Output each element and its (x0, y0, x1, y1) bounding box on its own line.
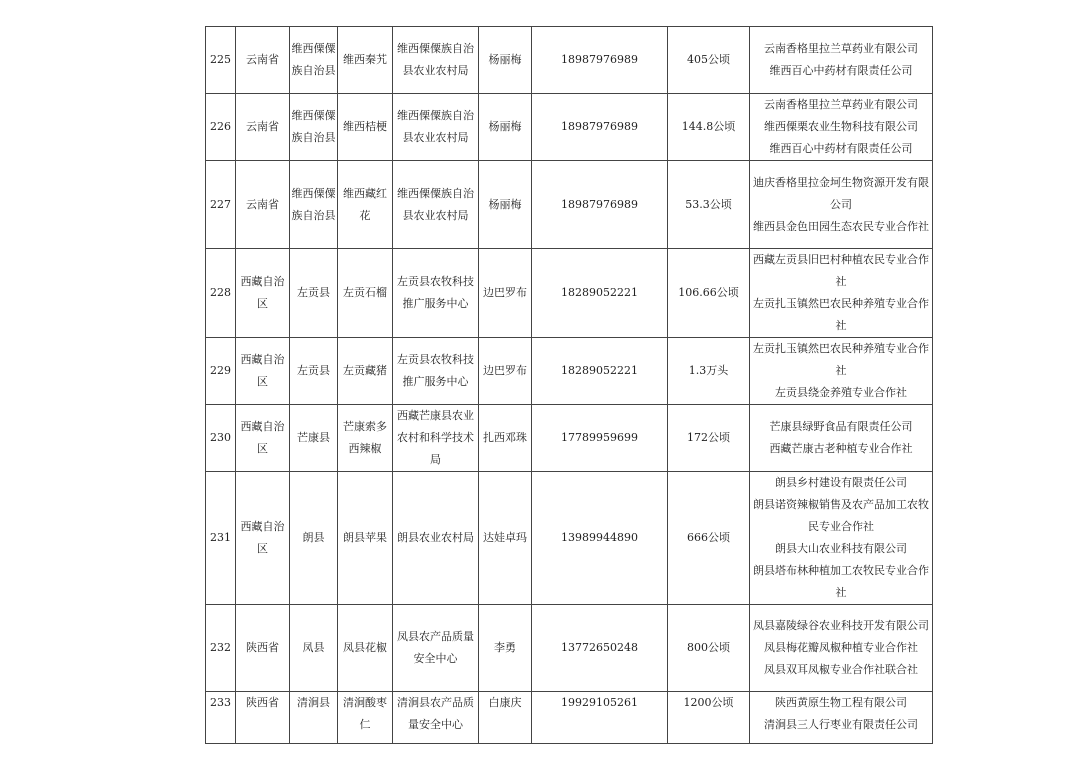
cell-scale: 106.66公顷 (668, 249, 750, 338)
company-name: 朗县大山农业科技有限公司 (775, 542, 907, 555)
cell-department: 维西傈僳族自治县农业农村局 (393, 161, 479, 249)
cell-department: 左贡县农牧科技推广服务中心 (393, 338, 479, 405)
cell-phone: 13772650248 (532, 605, 668, 692)
company-name: 朗县诺资辣椒销售及农产品加工农牧民专业合作社 (753, 498, 929, 533)
cell-county: 维西傈僳族自治县 (290, 161, 338, 249)
table-row (206, 405, 933, 472)
company-name: 凤县双耳凤椒专业合作社联合社 (764, 663, 918, 676)
company-name: 朗县塔布林种植加工农牧民专业合作社 (753, 564, 929, 599)
cell-id: 232 (206, 605, 236, 692)
cell-scale: 666公顷 (668, 472, 750, 605)
cell-contact: 杨丽梅 (479, 27, 532, 94)
company-name: 云南香格里拉兰草药业有限公司 (764, 98, 918, 111)
cell-contact: 扎西邓珠 (479, 405, 532, 472)
cell-product: 维西桔梗 (338, 94, 393, 161)
company-name: 陕西黄原生物工程有限公司 (775, 696, 907, 709)
records-table (205, 26, 933, 744)
company-name: 西藏芒康古老种植专业合作社 (769, 442, 913, 455)
cell-product: 朗县苹果 (338, 472, 393, 605)
cell-product: 左贡藏猪 (338, 338, 393, 405)
cell-companies (750, 249, 933, 338)
cell-companies (750, 27, 933, 94)
table-row (206, 472, 933, 605)
company-name: 芒康县绿野食品有限责任公司 (769, 420, 913, 433)
company-name: 迪庆香格里拉金坷生物资源开发有限公司 (753, 175, 929, 211)
cell-county: 维西傈僳族自治县 (290, 27, 338, 94)
cell-province: 陕西省 (236, 605, 290, 692)
cell-phone: 13989944890 (532, 472, 668, 605)
cell-phone: 19929105261 (532, 692, 668, 744)
cell-id: 225 (206, 27, 236, 94)
cell-county: 维西傈僳族自治县 (290, 94, 338, 161)
cell-companies (750, 472, 933, 605)
cell-product: 芒康索多西辣椒 (338, 405, 393, 472)
cell-contact: 杨丽梅 (479, 94, 532, 161)
company-name: 维西百心中药材有限责任公司 (769, 64, 913, 77)
cell-companies (750, 161, 933, 249)
cell-province: 陕西省 (236, 692, 290, 744)
cell-department: 维西傈僳族自治县农业农村局 (393, 94, 479, 161)
cell-id: 229 (206, 338, 236, 405)
table-row (206, 249, 933, 338)
table-row (206, 605, 933, 692)
cell-province: 西藏自治区 (236, 249, 290, 338)
cell-province: 云南省 (236, 94, 290, 161)
company-name: 西藏左贡县旧巴村种植农民专业合作社 (753, 253, 929, 288)
cell-phone: 18987976989 (532, 94, 668, 161)
cell-scale: 1.3万头 (668, 338, 750, 405)
company-name: 凤县嘉陵绿谷农业科技开发有限公司 (753, 619, 929, 632)
table-row (206, 692, 933, 744)
cell-product: 左贡石榴 (338, 249, 393, 338)
cell-contact: 杨丽梅 (479, 161, 532, 249)
cell-county: 清涧县 (290, 692, 338, 744)
cell-id: 231 (206, 472, 236, 605)
cell-contact: 达娃卓玛 (479, 472, 532, 605)
company-name: 左贡扎玉镇然巴农民种养殖专业合作社 (753, 297, 929, 332)
cell-scale: 172公顷 (668, 405, 750, 472)
cell-id: 230 (206, 405, 236, 472)
cell-scale: 1200公顷 (668, 692, 750, 744)
cell-product: 维西藏红花 (338, 161, 393, 249)
cell-scale: 800公顷 (668, 605, 750, 692)
company-name: 凤县梅花瓣凤椒种植专业合作社 (764, 641, 918, 654)
cell-county: 芒康县 (290, 405, 338, 472)
cell-department: 维西傈僳族自治县农业农村局 (393, 27, 479, 94)
company-name: 左贡县绕金养殖专业合作社 (775, 386, 907, 399)
cell-id: 227 (206, 161, 236, 249)
cell-companies (750, 94, 933, 161)
company-name: 维西县金色田园生态农民专业合作社 (753, 219, 929, 233)
cell-department: 左贡县农牧科技推广服务中心 (393, 249, 479, 338)
cell-scale: 53.3公顷 (668, 161, 750, 249)
cell-contact: 边巴罗布 (479, 249, 532, 338)
cell-companies (750, 405, 933, 472)
cell-phone: 18987976989 (532, 161, 668, 249)
cell-province: 西藏自治区 (236, 472, 290, 605)
cell-phone: 18987976989 (532, 27, 668, 94)
cell-county: 左贡县 (290, 338, 338, 405)
cell-companies (750, 692, 933, 744)
cell-product: 清涧酸枣仁 (338, 692, 393, 744)
cell-department: 凤县农产品质量安全中心 (393, 605, 479, 692)
cell-id: 228 (206, 249, 236, 338)
cell-companies (750, 605, 933, 692)
cell-province: 西藏自治区 (236, 338, 290, 405)
cell-id: 226 (206, 94, 236, 161)
cell-phone: 17789959699 (532, 405, 668, 472)
cell-department: 朗县农业农村局 (393, 472, 479, 605)
company-name: 朗县乡村建设有限责任公司 (775, 476, 907, 489)
cell-department: 清涧县农产品质量安全中心 (393, 692, 479, 744)
company-name: 维西傈栗农业生物科技有限公司 (764, 120, 918, 133)
company-name: 清涧县三人行枣业有限责任公司 (764, 718, 918, 731)
table-row (206, 94, 933, 161)
cell-scale: 405公顷 (668, 27, 750, 94)
table-row (206, 161, 933, 249)
cell-phone: 18289052221 (532, 249, 668, 338)
cell-province: 西藏自治区 (236, 405, 290, 472)
cell-companies (750, 338, 933, 405)
company-name: 维西百心中药材有限责任公司 (769, 142, 913, 155)
company-name: 左贡扎玉镇然巴农民种养殖专业合作社 (753, 342, 929, 377)
cell-contact: 李勇 (479, 605, 532, 692)
cell-county: 凤县 (290, 605, 338, 692)
cell-product: 维西秦艽 (338, 27, 393, 94)
cell-scale: 144.8公顷 (668, 94, 750, 161)
cell-phone: 18289052221 (532, 338, 668, 405)
cell-department: 西藏芒康县农业农村和科学技术局 (393, 405, 479, 472)
cell-province: 云南省 (236, 27, 290, 94)
cell-county: 朗县 (290, 472, 338, 605)
table-body (206, 27, 933, 744)
cell-county: 左贡县 (290, 249, 338, 338)
cell-contact: 白康庆 (479, 692, 532, 744)
cell-product: 凤县花椒 (338, 605, 393, 692)
cell-contact: 边巴罗布 (479, 338, 532, 405)
table-row (206, 27, 933, 94)
cell-id: 233 (206, 692, 236, 744)
cell-province: 云南省 (236, 161, 290, 249)
company-name: 云南香格里拉兰草药业有限公司 (764, 42, 918, 55)
table-row (206, 338, 933, 405)
